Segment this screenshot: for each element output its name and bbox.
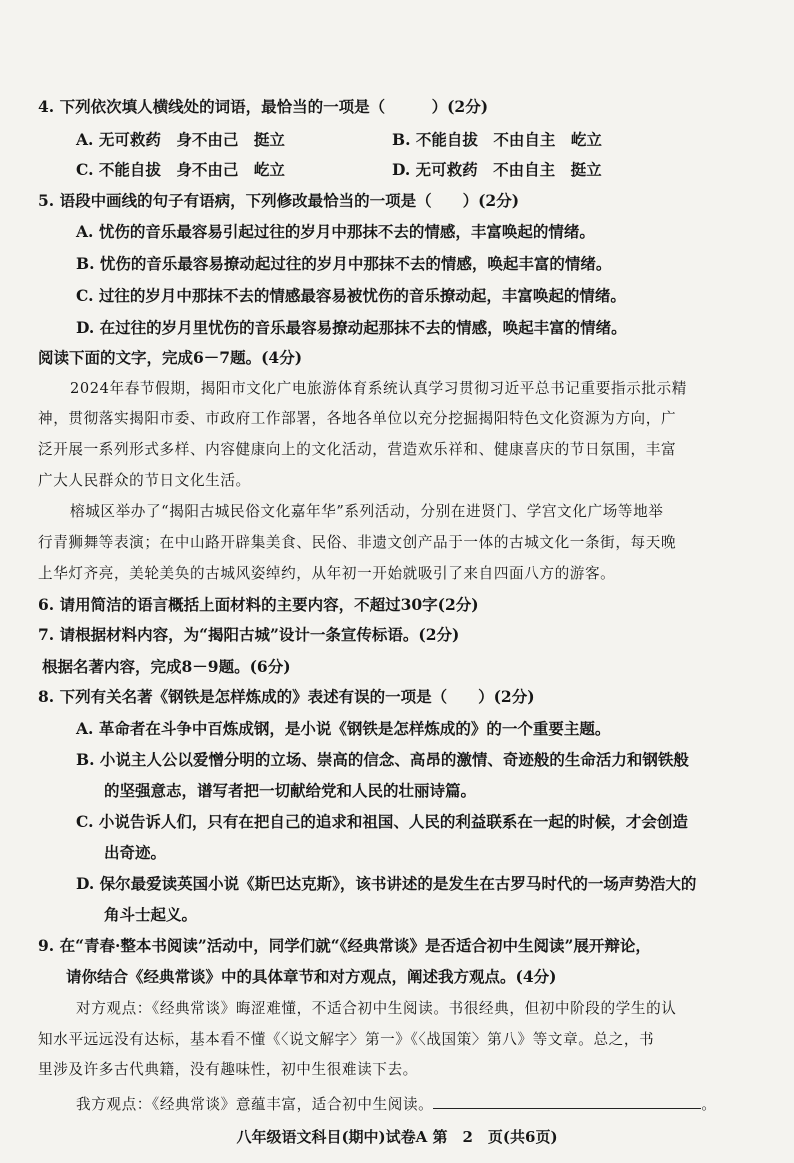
q8-option-d-line-2: 角斗士起义。	[104, 905, 198, 924]
q4-option-d: D. 无可救药 不由自主 挺立	[392, 160, 602, 179]
reading-6-7-intro: 阅读下面的文字，完成6－7题。(4分)	[38, 348, 303, 367]
q4-option-c: C. 不能自拔 身不由己 屹立	[76, 160, 285, 179]
q9-opponent-view-line-1: 对方观点：《经典常谈》晦涩难懂，不适合初中生阅读。书很经典，但初中阶段的学生的认	[76, 1000, 677, 1017]
intro-8-9: 根据名著内容，完成8－9题。(6分)	[42, 657, 291, 676]
q9-our-view-text: 我方观点：《经典常谈》意蕴丰富，适合初中生阅读。	[76, 1096, 434, 1113]
q9-end-mark: 。	[701, 1096, 717, 1113]
q9-our-view-row	[76, 1094, 717, 1116]
q8-option-c-line-2: 出奇迹。	[104, 843, 167, 862]
passage-paragraph-2-line-3: 上华灯齐亮，美轮美奂的古城风姿绰约，从年初一开始就吸引了来自四面八方的游客。	[38, 565, 616, 582]
q5-option-c: C. 过往的岁月中那抹不去的情感最容易被忧伤的音乐撩动起，丰富唤起的情绪。	[76, 286, 626, 305]
q6-stem: 6. 请用简洁的语言概括上面材料的主要内容，不超过30字(2分)	[38, 595, 479, 614]
q8-option-b-line-2: 的坚强意志，谱写者把一切献给党和人民的壮丽诗篇。	[104, 781, 477, 800]
q9-opponent-view-line-2: 知水平远远没有达标，基本看不懂《〈说文解字〉第一》《〈战国策〉第八》等文章。总之，书	[38, 1031, 655, 1048]
q5-option-b: B. 忧伤的音乐最容易撩动起过往的岁月中那抹不去的情感，唤起丰富的情绪。	[76, 254, 612, 273]
passage-paragraph-1-line-3: 泛开展一系列形式多样、内容健康向上的文化活动，营造欢乐祥和、健康喜庆的节日氛围，丰富	[38, 441, 677, 458]
q7-stem: 7. 请根据材料内容，为“揭阳古城”设计一条宣传标语。(2分)	[38, 625, 460, 644]
q5-option-d: D. 在过往的岁月里忧伤的音乐最容易撩动起那抹不去的情感，唤起丰富的情绪。	[76, 318, 627, 337]
q4-option-b: B. 不能自拔 不由自主 屹立	[392, 130, 602, 149]
q8-stem: 8. 下列有关名著《钢铁是怎样炼成的》表述有误的一项是（ ）(2分)	[38, 687, 535, 706]
passage-paragraph-2-line-1: 榕城区举办了“揭阳古城民俗文化嘉年华”系列活动，分别在进贤门、学宫文化广场等地举	[70, 503, 664, 520]
q9-answer-blank[interactable]	[433, 1094, 701, 1109]
q4-option-a: A. 无可救药 身不由己 挺立	[76, 130, 285, 149]
q5-stem: 5. 语段中画线的句子有语病，下列修改最恰当的一项是（ ）(2分)	[38, 191, 520, 210]
bleed-through-mark	[754, 120, 794, 180]
q8-option-d-line-1: D. 保尔最爱读英国小说《斯巴达克斯》，该书讲述的是发生在古罗马时代的一场声势浩大的	[76, 874, 697, 893]
q4-stem: 4. 下列依次填人横线处的词语，最恰当的一项是（ ）(2分)	[38, 97, 489, 116]
q5-option-a: A. 忧伤的音乐最容易引起过往的岁月中那抹不去的情感，丰富唤起的情绪。	[76, 222, 595, 241]
q9-stem-line-2: 请你结合《经典常谈》中的具体章节和对方观点，阐述我方观点。(4分)	[66, 967, 557, 986]
q8-option-c-line-1: C. 小说告诉人们，只有在把自己的追求和祖国、人民的利益联系在一起的时候，才会创造	[76, 812, 688, 831]
page-footer: 八年级语文科目(期中)试卷A 第 2 页(共6页)	[236, 1128, 558, 1146]
q9-stem-line-1: 9. 在“青春·整本书阅读”活动中，同学们就“《经典常谈》是否适合初中生阅读”展开辩论，	[38, 936, 651, 955]
passage-paragraph-1-line-4: 广大人民群众的节日文化生活。	[38, 472, 251, 489]
q8-option-b-line-1: B. 小说主人公以爱憎分明的立场、崇高的信念、高昂的激情、奇迹般的生命活力和钢铁般	[76, 750, 689, 769]
q9-opponent-view-line-3: 里涉及许多古代典籍，没有趣味性，初中生很难读下去。	[38, 1061, 418, 1078]
passage-paragraph-1-line-2: 神，贯彻落实揭阳市委、市政府工作部署，各地各单位以充分挖掘揭阳特色文化资源为方向，广	[38, 410, 677, 427]
passage-paragraph-2-line-2: 行青狮舞等表演；在中山路开辟集美食、民俗、非遗文创产品于一体的古城文化一条街，每天晚	[38, 534, 677, 551]
q8-option-a: A. 革命者在斗争中百炼成钢，是小说《钢铁是怎样炼成的》的一个重要主题。	[76, 719, 611, 738]
passage-paragraph-1-line-1: 2024年春节假期，揭阳市文化广电旅游体育系统认真学习贯彻习近平总书记重要指示批示精	[70, 380, 687, 397]
